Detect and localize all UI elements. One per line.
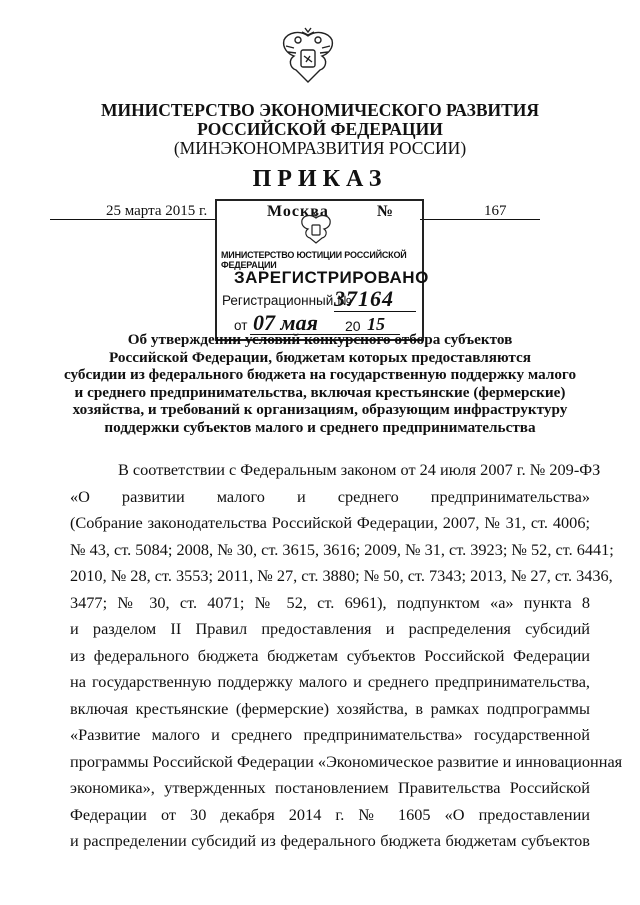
stamp-reg-number: 37164 bbox=[334, 286, 394, 311]
stamp-emblem-icon bbox=[298, 212, 334, 246]
body-line: (Собрание законодательства Российской Федерации, 2007, № 31, ст. 4006; bbox=[70, 513, 590, 532]
ministry-name-line1: МИНИСТЕРСТВО ЭКОНОМИЧЕСКОГО РАЗВИТИЯ bbox=[100, 100, 540, 120]
title-line: субсидии из федерального бюджета на государственную поддержку малого bbox=[63, 366, 577, 384]
body-line: из федерального бюджета бюджетам субъектов Российской Федерации bbox=[70, 645, 590, 665]
stamp-reg-label: Регистрационный № bbox=[222, 293, 352, 308]
stamp-year-value: 15 bbox=[367, 314, 385, 334]
title-line: поддержки субъектов малого и среднего предпринимательства bbox=[104, 418, 536, 436]
body-line: № 43, ст. 5084; 2008, № 30, ст. 3615, 3616; 2009, № 31, ст. 3923; № 52, ст. 6441; bbox=[70, 539, 614, 559]
title-line: хозяйства, и требований к организациям, образующим инфраструктуру bbox=[72, 401, 568, 419]
order-city: Москва bbox=[267, 203, 329, 220]
coat-of-arms-icon bbox=[278, 26, 338, 88]
number-line bbox=[420, 219, 540, 220]
body-line: 2010, № 28, ст. 3553; 2011, № 27, ст. 3880; № 50, ст. 7343; 2013, № 27, ст. 3436, bbox=[70, 566, 613, 585]
ministry-abbrev: (МИНЭКОНОМРАЗВИТИЯ РОССИИ) bbox=[173, 138, 467, 158]
body-line: Федерации от 30 декабря 2014 г. № 1605 «О предоставлении bbox=[70, 804, 590, 824]
stamp-date-value: 07 мая bbox=[253, 310, 318, 335]
body-line: «О развитии малого и среднего предпринимательства» bbox=[70, 486, 590, 506]
document-type: ПРИКАЗ bbox=[252, 166, 388, 192]
order-number: 167 bbox=[484, 203, 507, 219]
stamp-year-label: 20 bbox=[345, 318, 361, 334]
body-line: программы Российской Федерации «Экономическое развитие и инновационная bbox=[70, 751, 623, 771]
order-body bbox=[70, 457, 623, 855]
body-line: включая крестьянские (фермерские) хозяйства, в рамках подпрограммы bbox=[70, 698, 590, 718]
title-line: Российской Федерации, бюджетам которых предоставляются bbox=[109, 348, 531, 366]
stamp-reg-underline bbox=[334, 311, 416, 312]
body-line: экономика», утвержденных постановлением Правительства Российской bbox=[70, 778, 590, 797]
title-line: и среднего предпринимательства, включая крестьянские (фермерские) bbox=[74, 383, 566, 401]
body-line: на государственную поддержку малого и среднего предпринимательства, bbox=[70, 672, 590, 691]
body-line: 3477; № 30, ст. 4071; № 52, ст. 6961), подпунктом «а» пункта 8 bbox=[70, 592, 590, 612]
number-sign: № bbox=[377, 203, 394, 220]
stamp-registered: ЗАРЕГИСТРИРОВАНО bbox=[234, 268, 429, 287]
ministry-name-line2: РОССИЙСКОЙ ФЕДЕРАЦИИ bbox=[197, 119, 443, 139]
stamp-ministry: МИНИСТЕРСТВО ЮСТИЦИИ РОССИЙСКОЙ ФЕДЕРАЦИИ bbox=[221, 250, 407, 270]
body-line: и распределении субсидий из федерального бюджета бюджетам субъектов bbox=[70, 831, 590, 850]
body-line: и разделом II Правил предоставления и распределения субсидий bbox=[70, 619, 590, 638]
order-date: 25 марта 2015 г. bbox=[106, 203, 208, 219]
title-line: Об утверждении условий конкурсного отбора субъектов bbox=[127, 331, 513, 348]
body-line: «Развитие малого и среднего предпринимательства» государственной bbox=[70, 725, 590, 744]
order-title bbox=[60, 331, 580, 437]
stamp-date-label: от bbox=[234, 318, 248, 333]
body-line: В соответствии с Федеральным законом от 24 июля 2007 г. № 209-ФЗ bbox=[118, 460, 601, 479]
